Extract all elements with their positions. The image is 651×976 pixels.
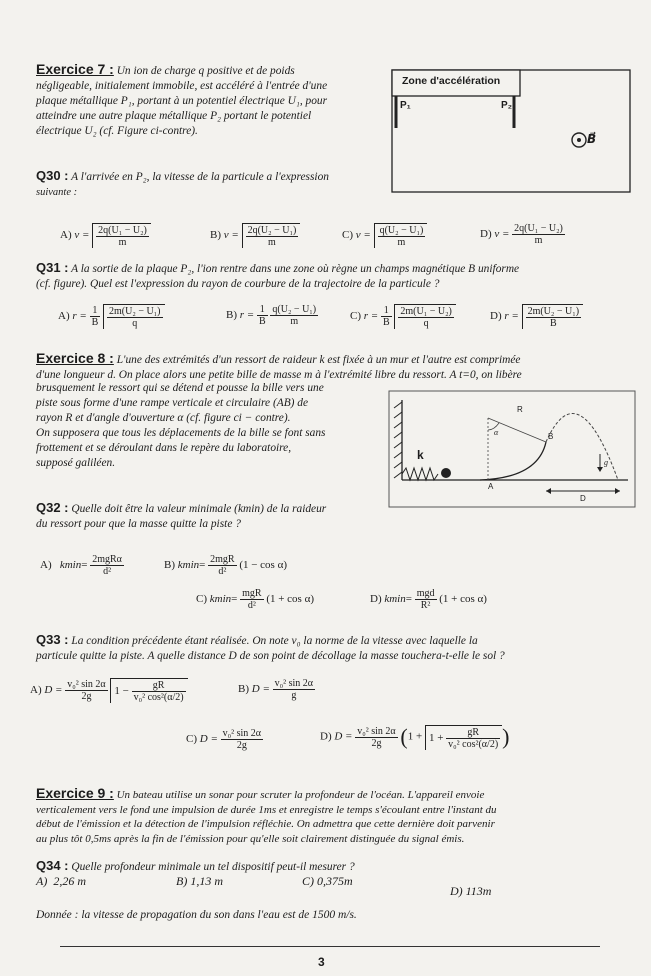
q31-option-a[interactable]: A) r = $\frac{1}{B}$ $\frac{\text{2m(U₂ − U₁)}}{q}$ <box>58 304 165 329</box>
q32-option-a[interactable]: A) kmin= $\frac{\text{2mgRα}}{\text{d²}}$ <box>40 554 122 577</box>
fig-label-alpha: α <box>494 428 499 437</box>
ball <box>441 468 451 478</box>
trajectory <box>546 414 618 480</box>
q33-option-b[interactable]: B) D = $\frac{\text{v₀² sin 2α}}{g}$ <box>238 678 314 701</box>
page-number: 3 <box>318 955 325 969</box>
spring-ramp-figure <box>388 390 638 510</box>
exercise-8-text-2: brusquement le ressort qui se détend et pousse la bille vers une piste sous forme d'une rampe verticale et circulaire (AB) de rayon R et d'angle d'ouverture α (cf. figure ci − contre). On supposera que tous les déplacements de la bille se font sans frottement et se déroulant dans le repère du laboratoire, supposé galiléen. <box>36 382 326 469</box>
q34-label: Q34 : <box>36 858 69 873</box>
q34-option-d[interactable]: D) 113m <box>450 884 492 898</box>
ramp-arc <box>480 442 546 480</box>
q33-option-a[interactable]: A) D = $\frac{\text{v₀² sin 2α}}{2g}$ 1 − $\frac{gR}{\text{v₀² cos²(α/2)}}$ <box>30 678 188 703</box>
q33-options <box>30 672 640 780</box>
q30-option-b[interactable]: B) v = $\frac{\text{2q(U₂ − U₁)}}{m}$ <box>210 223 300 248</box>
figure-frame <box>389 391 635 507</box>
q32-options <box>40 550 640 624</box>
q32-text: Q32 : Quelle doit être la valeur minimale (kmin) de la raideur du ressort pour que la masse quitte la piste ? <box>36 500 327 530</box>
fig-label-r: R <box>517 405 523 414</box>
zone-label: Zone d'accélération <box>402 75 501 87</box>
exercise-8-text: Exercice 8 : L'une des extrémités d'un ressort de raideur k est fixée à un mur et l'autre est comprimée d'une longueur d. On place alors une petite bille de masse m à l'extrémité libre du ressort. A t=0, on libère <box>36 350 522 381</box>
q34-option-b[interactable]: B) 1,13 m <box>176 874 223 888</box>
fig-label-g: g⃗ <box>604 458 615 467</box>
footer-rule <box>60 946 600 947</box>
q32-option-b[interactable]: B) kmin= $\frac{\text{2mgR}}{\text{d²}}$ (1 − cos α) <box>164 554 288 577</box>
q34-text: Q34 : Quelle profondeur minimale un tel dispositif peut-il mesurer ? <box>36 858 355 873</box>
data-note: Donnée : la vitesse de propagation du son dans l'eau est de 1500 m/s. <box>36 909 357 921</box>
q31-label: Q31 : <box>36 260 69 275</box>
field-dot-icon <box>577 138 581 142</box>
fig-label-k: k <box>417 448 424 462</box>
q34-option-a[interactable]: A) 2,26 m <box>36 874 86 888</box>
q30-options <box>60 215 640 257</box>
p2-label: P₂ <box>501 100 513 111</box>
q31-option-d[interactable]: D) r = $\frac{\text{2m(U₂ − U₁)}}{B}$ <box>490 304 583 329</box>
q33-label: Q33 : <box>36 632 69 647</box>
wall-hatching <box>394 402 402 478</box>
q33-option-c[interactable]: C) D = $\frac{\text{v₀² sin 2α}}{2g}$ <box>186 728 262 751</box>
spring <box>402 468 438 480</box>
fig-label-d: D <box>580 494 586 503</box>
b-field-label: B⃗ <box>587 132 597 146</box>
q30-text: Q30 : A l'arrivée en P₂, la vitesse de la particule a l'expression suivante : <box>36 168 329 198</box>
q30-option-a[interactable]: A) v = $\frac{\text{2q(U₁ − U₂)}}{m}$ <box>60 223 151 248</box>
exercise-9-text: Exercice 9 : Un bateau utilise un sonar pour scruter la profondeur de l'océan. L'appareil envoie verticalement vers le fond une impulsion de durée 1ms et enregistre le temps s'écoulant entre l'instant du début de l'émission et la détection de l'impulsion réfléchie. On admettra que cette dernière doit parvenir au plus tôt 0,5ms après la fin de l'émission pour qu'elle soit clairement distinguée du signal émis. <box>36 785 497 845</box>
q33-option-d[interactable]: D) D = $\frac{\text{v₀² sin 2α}}{2g}$ (1 + 1 + $\frac{gR}{\text{v₀² cos²(α/2)}}$ ) <box>320 724 510 750</box>
q31-option-b[interactable]: B) r = $\frac{1}{B}$ $\frac{\text{q(U₂ − U₁)}}{m}$ <box>226 304 317 327</box>
q32-label: Q32 : <box>36 500 69 515</box>
exercise-7-title: Exercice 7 : <box>36 61 114 77</box>
q31-option-c[interactable]: C) r = $\frac{1}{B}$ $\frac{\text{2m(U₁ − U₂)}}{q}$ <box>350 304 456 329</box>
exercise-9-title: Exercice 9 : <box>36 785 114 801</box>
fig-label-a: A <box>488 482 494 491</box>
exercise-8-title: Exercice 8 : <box>36 350 114 366</box>
p1-label: P₁ <box>400 100 411 111</box>
q30-label: Q30 : <box>36 168 69 183</box>
q32-option-c[interactable]: C) kmin= $\frac{\text{mgR}}{\text{d²}}$ (1 + cos α) <box>196 588 315 611</box>
exercise-7-text: Exercice 7 : Un ion de charge q positive et de poids négligeable, initialement immobile, est accéléré à l'entrée d'une plaque métallique P₁, portant à un potentiel électrique U₁, pour atteindre une autre plaque métallique P₂ portant le potentiel électrique U₂ (cf. Figure ci-contre). <box>36 61 328 137</box>
q32-option-d[interactable]: D) kmin= $\frac{\text{mgd}}{\text{R²}}$ (1 + cos α) <box>370 588 487 611</box>
q34-options <box>36 874 636 904</box>
fig-label-b: B <box>548 432 554 441</box>
q30-option-c[interactable]: C) v = $\frac{\text{q(U₂ − U₁)}}{m}$ <box>342 223 427 248</box>
q31-options <box>58 298 638 344</box>
q33-text: Q33 : La condition précédente étant réalisée. On note v₀ la norme de la vitesse avec laquelle la particule quitte la piste. A quelle distance D de son point de décollage la masse touchera-t-elle le sol ? <box>36 632 505 662</box>
q30-option-d[interactable]: D) v = $\frac{\text{2q(U₁ − U₂)}}{m}$ <box>480 223 563 246</box>
q31-text: Q31 : A la sortie de la plaque P₂, l'ion rentre dans une zone où règne un champs magnétique B uniforme (cf. figure). Quel est l'expression du rayon de courbure de la trajectoire de la particule ? <box>36 260 520 290</box>
q34-option-c[interactable]: C) 0,375m <box>302 874 353 888</box>
